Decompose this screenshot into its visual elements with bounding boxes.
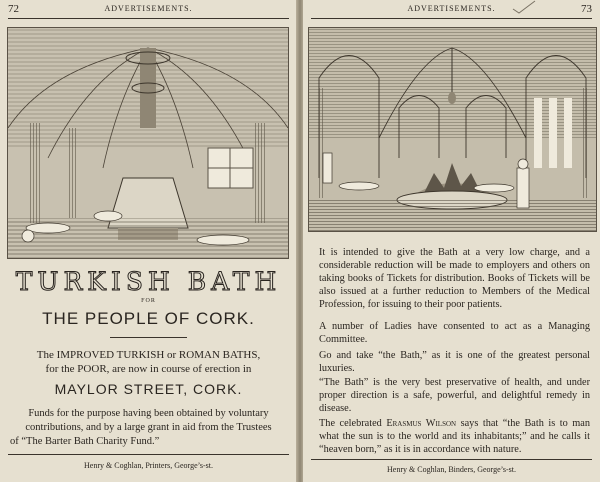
right-page-header: [311, 3, 592, 15]
footer-rule: [311, 459, 592, 460]
subheadline: THE PEOPLE OF CORK.: [42, 309, 255, 328]
headline: TURKISH BATH: [15, 267, 282, 296]
running-title: ADVERTISEMENTS.: [104, 4, 193, 13]
right-page: [303, 0, 600, 482]
for-label: FOR: [141, 298, 156, 304]
header-rule: [8, 18, 289, 19]
header-rule: [311, 18, 592, 19]
intro-line-1: The IMPROVED TURKISH or ROMAN BATHS,: [36, 349, 261, 361]
gothic-bath-hall-illustration: [308, 27, 597, 232]
quote-intro: The celebrated: [319, 418, 382, 429]
pencil-tick-mark-icon: [511, 0, 537, 14]
quoted-author: Erasmus Wilson: [386, 418, 457, 429]
short-divider: [110, 337, 187, 338]
paragraph-committee: A number of Ladies have consented to act as a Managing Committee.: [319, 321, 590, 345]
running-title: ADVERTISEMENTS.: [407, 4, 496, 13]
printer-imprint: Henry & Coghlan, Printers, George’s-st.: [84, 461, 213, 470]
paragraph-luxury: Go and take “the Bath,” as it is one of the greatest personal luxuries.: [319, 350, 590, 374]
page-number: 72: [8, 3, 19, 15]
paragraph-health: “The Bath” is the very best preservative of health, and under proper direction is a safe, powerful, and delightful remedy in disease.: [319, 377, 590, 414]
intro-line-2: for the POOR, are now in course of erection in: [45, 363, 252, 375]
page-number: 73: [581, 3, 592, 15]
paragraph-pricing: It is intended to give the Bath at a very low charge, and a considerable reduction will be made to employers and others on taking books of Tickets for distribution. Books of Tickets will be also issued at a further reduction to Members of the Medical Profession, for issuing to their poor patients.: [319, 247, 590, 310]
funds-line-2: contributions, and by a large grant in aid from the Trustees: [25, 422, 272, 433]
turkish-bath-interior-illustration: [7, 27, 289, 259]
street-name: MAYLOR STREET, CORK.: [54, 381, 243, 397]
footer-rule: [8, 454, 289, 455]
quote-text: says that “the Bath is to man what the sun is to the world and its inhabitants;” and he calls it “heaven born,” as it is in accordance with nature.: [319, 418, 591, 455]
left-page: [0, 0, 297, 482]
funds-line-1: Funds for the purpose having been obtained by voluntary: [28, 408, 269, 419]
paragraph-quote: [319, 417, 590, 456]
binder-imprint: Henry & Coghlan, Binders, George’s-st.: [387, 465, 516, 474]
left-page-header: [8, 3, 289, 15]
funds-line-3: of “The Barter Bath Charity Fund.”: [10, 436, 160, 447]
